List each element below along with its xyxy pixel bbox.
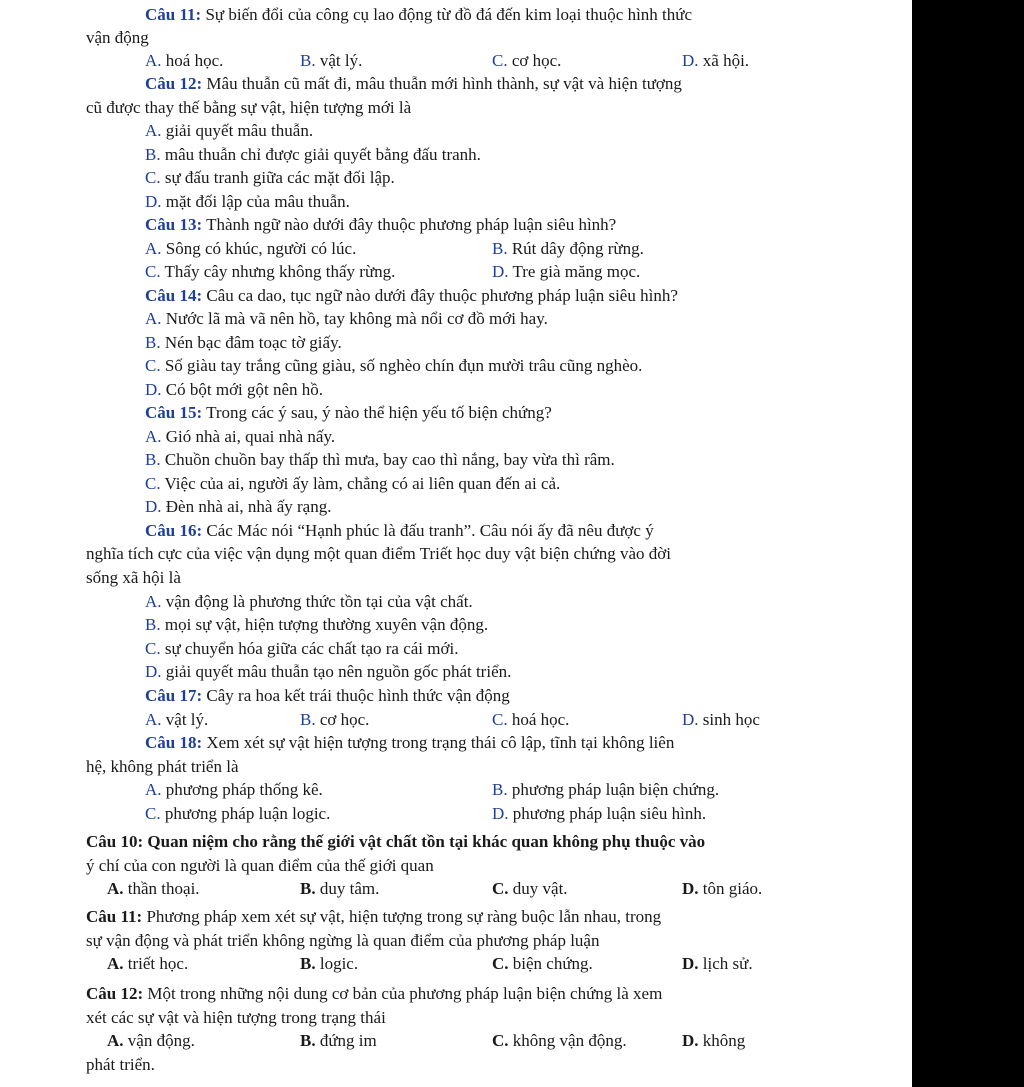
question-number: Câu 11: — [86, 907, 143, 926]
question-text-cont: hệ, không phát triển là — [86, 757, 239, 776]
option-b: B. vật lý. — [300, 51, 363, 70]
option-c: C. Thấy cây nhưng không thấy rừng. — [145, 262, 396, 281]
option-c: C. phương pháp luận logic. — [145, 804, 331, 823]
question-number: Câu 10: — [86, 832, 144, 851]
option-c: C. không vận động. — [492, 1031, 627, 1050]
option-c: C. sự chuyển hóa giữa các chất tạo ra cái mới. — [145, 639, 459, 658]
option-b: B. cơ học. — [300, 710, 370, 729]
option-b: B. Rút dây động rừng. — [492, 239, 644, 258]
question-stem — [86, 983, 662, 1005]
option-b: B. mọi sự vật, hiện tượng thường xuyên vận động. — [145, 615, 489, 634]
question-text: Trong các ý sau, ý nào thể hiện yếu tố biện chứng? — [206, 403, 552, 422]
black-side-bar — [912, 0, 1024, 1087]
question-text: Cây ra hoa kết trái thuộc hình thức vận động — [206, 686, 510, 705]
question-stem — [145, 285, 678, 307]
option-a: A. Gió nhà ai, quai nhà nấy. — [145, 427, 336, 446]
question-text-cont: sống xã hội là — [86, 568, 181, 587]
question-stem — [145, 520, 654, 542]
question-stem — [145, 685, 510, 707]
option-a: A. hoá học. — [145, 51, 224, 70]
option-b: B. duy tâm. — [300, 879, 380, 898]
question-number: Câu 16: — [145, 521, 203, 540]
question-stem — [145, 4, 692, 26]
option-c: C. sự đấu tranh giữa các mặt đối lập. — [145, 168, 395, 187]
option-c: C. biện chứng. — [492, 954, 593, 973]
option-d: D. Có bột mới gột nên hồ. — [145, 380, 324, 399]
option-a: A. vật lý. — [145, 710, 209, 729]
option-b: B. Chuồn chuồn bay thấp thì mưa, bay cao thì nắng, bay vừa thì râm. — [145, 450, 615, 469]
question-text: Các Mác nói “Hạnh phúc là đấu tranh”. Câu nói ấy đã nêu được ý — [206, 521, 654, 540]
option-b: B. logic. — [300, 954, 359, 973]
question-text: Thành ngữ nào dưới đây thuộc phương pháp luận siêu hình? — [206, 215, 617, 234]
option-d: D. Tre già măng mọc. — [492, 262, 641, 281]
option-c: C. Số giàu tay trắng cũng giàu, số nghèo chín đụn mười trâu cũng nghèo. — [145, 356, 643, 375]
option-d: D. tôn giáo. — [682, 879, 763, 898]
option-b: B. Nén bạc đâm toạc tờ giấy. — [145, 333, 342, 352]
question-text: Quan niệm cho rằng thế giới vật chất tồn tại khác quan không phụ thuộc vào — [147, 832, 706, 851]
question-stem — [145, 214, 616, 236]
option-b: B. phương pháp luận biện chứng. — [492, 780, 720, 799]
question-stem — [145, 402, 552, 424]
option-a: A. vận động. — [107, 1031, 195, 1050]
question-text-cont: nghĩa tích cực của việc vận dụng một quan điểm Triết học duy vật biện chứng vào đời — [86, 544, 671, 563]
question-stem — [86, 831, 705, 853]
question-number: Câu 12: — [86, 984, 144, 1003]
option-d: D. không — [682, 1031, 746, 1050]
question-text: Câu ca dao, tục ngữ nào dưới đây thuộc phương pháp luận siêu hình? — [206, 286, 678, 305]
question-number: Câu 15: — [145, 403, 203, 422]
option-a: A. Sông có khúc, người có lúc. — [145, 239, 357, 258]
option-a: A. thần thoại. — [107, 879, 200, 898]
question-number: Câu 14: — [145, 286, 203, 305]
question-text: Phương pháp xem xét sự vật, hiện tượng trong sự ràng buộc lẫn nhau, trong — [146, 907, 662, 926]
option-d: D. lịch sử. — [682, 954, 753, 973]
question-text-cont: cũ được thay thế bằng sự vật, hiện tượng mới là — [86, 98, 412, 117]
option-d: D. mặt đối lập của mâu thuẫn. — [145, 192, 350, 211]
question-stem — [86, 906, 661, 928]
option-c: C. hoá học. — [492, 710, 570, 729]
option-a: A. triết học. — [107, 954, 189, 973]
question-stem — [145, 73, 682, 95]
option-c: C. duy vật. — [492, 879, 568, 898]
question-text-cont: xét các sự vật và hiện tượng trong trạng thái — [86, 1008, 386, 1027]
option-d: D. sinh học — [682, 710, 760, 729]
option-d: D. Đèn nhà ai, nhà ấy rạng. — [145, 497, 332, 516]
question-number: Câu 11: — [145, 5, 202, 24]
question-number: Câu 12: — [145, 74, 203, 93]
option-a: A. giải quyết mâu thuẫn. — [145, 121, 314, 140]
option-d: D. phương pháp luận siêu hình. — [492, 804, 707, 823]
question-number: Câu 17: — [145, 686, 203, 705]
option-c: C. cơ học. — [492, 51, 562, 70]
option-b: B. đứng im — [300, 1031, 377, 1050]
option-b: B. mâu thuẫn chỉ được giải quyết bằng đấu tranh. — [145, 145, 481, 164]
option-a: A. Nước lã mà vã nên hồ, tay không mà nổi cơ đồ mới hay. — [145, 309, 548, 328]
option-d: D. giải quyết mâu thuẫn tạo nên nguồn gốc phát triển. — [145, 662, 512, 681]
option-d: D. xã hội. — [682, 51, 750, 70]
question-number: Câu 13: — [145, 215, 203, 234]
question-text-cont: sự vận động và phát triển không ngừng là quan điểm của phương pháp luận — [86, 931, 600, 950]
option-c: C. Việc của ai, người ấy làm, chẳng có ai liên quan đến ai cả. — [145, 474, 561, 493]
question-text-cont: vận động — [86, 28, 149, 47]
question-text: Mâu thuẫn cũ mất đi, mâu thuẫn mới hình thành, sự vật và hiện tượng — [206, 74, 682, 93]
question-text: Một trong những nội dung cơ bản của phương pháp luận biện chứng là xem — [147, 984, 663, 1003]
option-a: A. vận động là phương thức tồn tại của vật chất. — [145, 592, 473, 611]
question-text-cont: ý chí của con người là quan điểm của thế giới quan — [86, 856, 434, 875]
option-d-cont: phát triển. — [86, 1055, 155, 1074]
option-a: A. phương pháp thống kê. — [145, 780, 323, 799]
question-stem — [145, 732, 674, 754]
question-number: Câu 18: — [145, 733, 203, 752]
question-text: Sự biến đổi của công cụ lao động từ đồ đá đến kim loại thuộc hình thức — [205, 5, 693, 24]
question-text: Xem xét sự vật hiện tượng trong trạng thái cô lập, tĩnh tại không liên — [206, 733, 675, 752]
